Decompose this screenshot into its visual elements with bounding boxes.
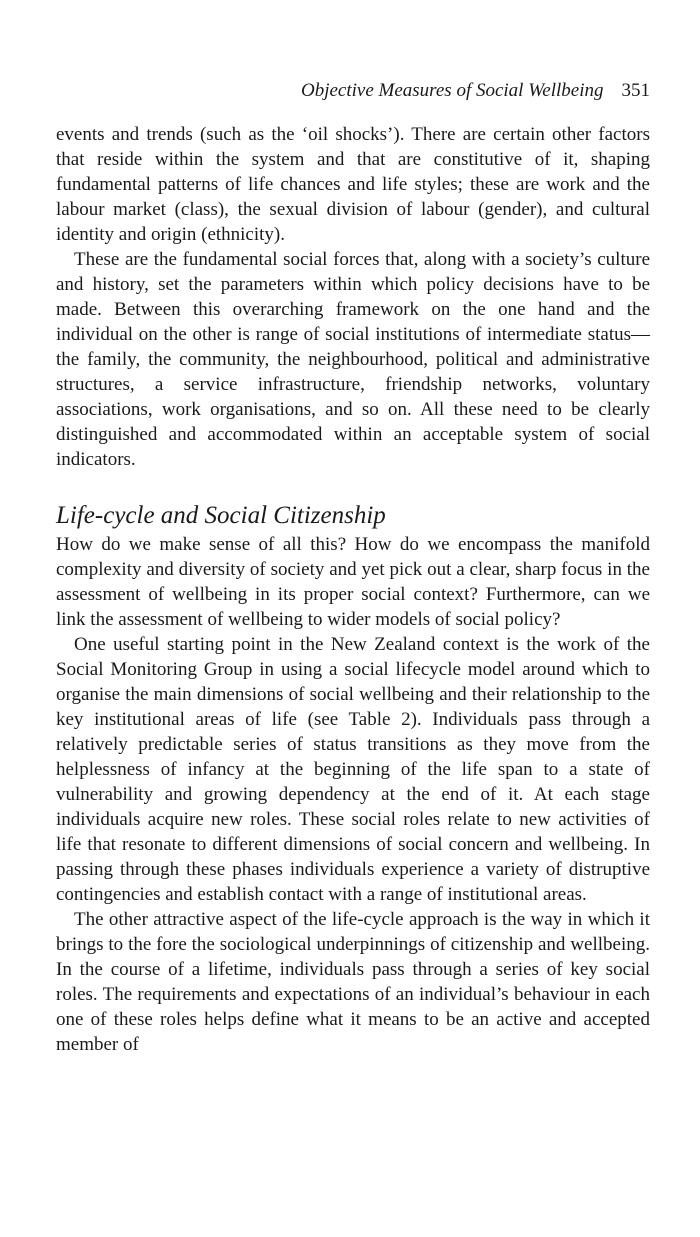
page-number: 351 <box>621 80 650 101</box>
paragraph-4: One useful starting point in the New Zealand context is the work of the Social Monitoring Group in using a social lifecycle model around which to organise the main dimensions of social wellbeing and their relationship to the key institutional areas of life (see Table 2). Individuals pass through a relatively predictable series of status transitions as they move from the helplessness of infancy at the beginning of the life span to a state of vulnerability and growing dependency at the end of it. At each stage individuals acquire new roles. These social roles relate to new activities of life that resonate to different dimensions of social concern and wellbeing. In passing through these phases individuals experience a variety of distruptive contingencies and establish contact with a range of institutional areas. <box>56 634 650 905</box>
running-title: Objective Measures of Social Wellbeing <box>300 80 604 101</box>
paragraph-5: The other attractive aspect of the life-cycle approach is the way in which it brings to the fore the sociological underpinnings of citizenship and wellbeing. In the course of a lifetime, individuals pass through a series of key social roles. The requirements and expectations of an individual’s behaviour in each one of these roles helps define what it means to be an active and accepted member of <box>56 909 650 1055</box>
book-page <box>56 78 650 1057</box>
paragraph-3: How do we make sense of all this? How do we encompass the manifold complexity and diversity of society and yet pick out a clear, sharp focus in the assessment of wellbeing in its proper social context? Furthermore, can we link the assessment of wellbeing to wider models of social policy? <box>56 534 650 630</box>
running-header <box>56 78 650 108</box>
paragraph-1: events and trends (such as the ‘oil shocks’). There are certain other factors that reside within the system and that are constitutive of it, shaping fundamental patterns of life chances and life styles; these are work and the labour market (class), the sexual division of labour (gender), and cultural identity and origin (ethnicity). <box>56 124 650 245</box>
paragraph-2: These are the fundamental social forces that, along with a society’s culture and history, set the parameters within which policy decisions have to be made. Between this overarching framework on the one hand and the individual on the other is range of social institutions of intermediate status—the family, the community, the neighbourhood, political and administrative structures, a service infrastructure, friendship networks, voluntary associations, work organisations, and so on. All these need to be clearly distinguished and accommodated within an acceptable system of social indicators. <box>56 249 650 470</box>
section-heading: Life-cycle and Social Citizenship <box>56 502 386 529</box>
